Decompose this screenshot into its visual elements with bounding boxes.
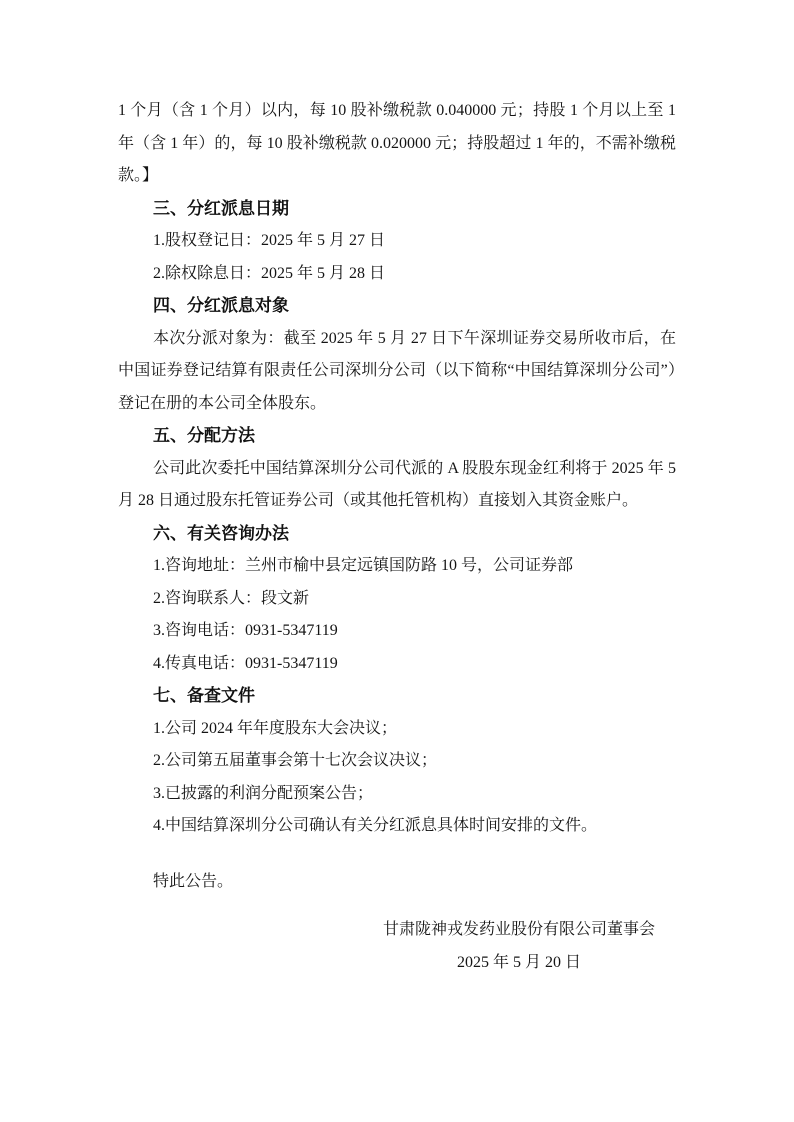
section-paragraph: 2.除权除息日：2025 年 5 月 28 日 [153,264,386,282]
signature-inner [383,914,655,979]
section-heading: 四、分红派息对象 [153,296,289,315]
section-heading: 七、备查文件 [153,686,255,705]
section-paragraph: 2.公司第五届董事会第十七次会议决议； [153,752,438,769]
signature-company: 甘肃陇神戎发药业股份有限公司董事会 [382,921,655,938]
section-paragraph: 2.咨询联系人：段文新 [153,589,310,607]
closing-note: 特此公告。 [153,872,234,890]
section-heading: 六、有关咨询办法 [153,523,289,543]
section-paragraph: 1.公司 2024 年年度股东大会决议； [153,719,398,737]
section-heading: 五、分配方法 [153,426,255,445]
section-heading: 三、分红派息日期 [153,198,289,218]
signature-block [118,914,676,979]
document-sections [118,193,676,843]
section-paragraph: 4.传真电话：0931-5347119 [153,654,338,672]
section-paragraph: 1.股权登记日：2025 年 5 月 27 日 [153,232,386,249]
section-paragraph: 1.咨询地址：兰州市榆中县定远镇国防路 10 号，公司证券部 [153,557,574,574]
signature-date: 2025 年 5 月 20 日 [456,953,581,971]
section-paragraph: 3.咨询电话：0931-5347119 [153,622,338,639]
intro-paragraph: 1 个月（含 1 个月）以内，每 10 股补缴税款 0.040000 元；持股 1 个月以上至 1 年（含 1 年）的，每 10 股补缴税款 0.020000 元；持股超过 1 年的，不需补缴税款。】 [118,102,676,184]
section-paragraph: 4.中国结算深圳分公司确认有关分红派息具体时间安排的文件。 [153,817,598,834]
section-paragraph: 3.已披露的利润分配预案公告； [153,784,374,802]
section-paragraph: 本次分派对象为：截至 2025 年 5 月 27 日下午深圳证券交易所收市后，在中国证券登记结算有限责任公司深圳分公司（以下简称“中国结算深圳分公司”）登记在册的本公司全体股东。 [118,329,676,412]
section-paragraph: 公司此次委托中国结算深圳分公司代派的 A 股股东现金红利将于 2025 年 5 月 28 日通过股东托管证券公司（或其他托管机构）直接划入其资金账户。 [118,459,676,509]
